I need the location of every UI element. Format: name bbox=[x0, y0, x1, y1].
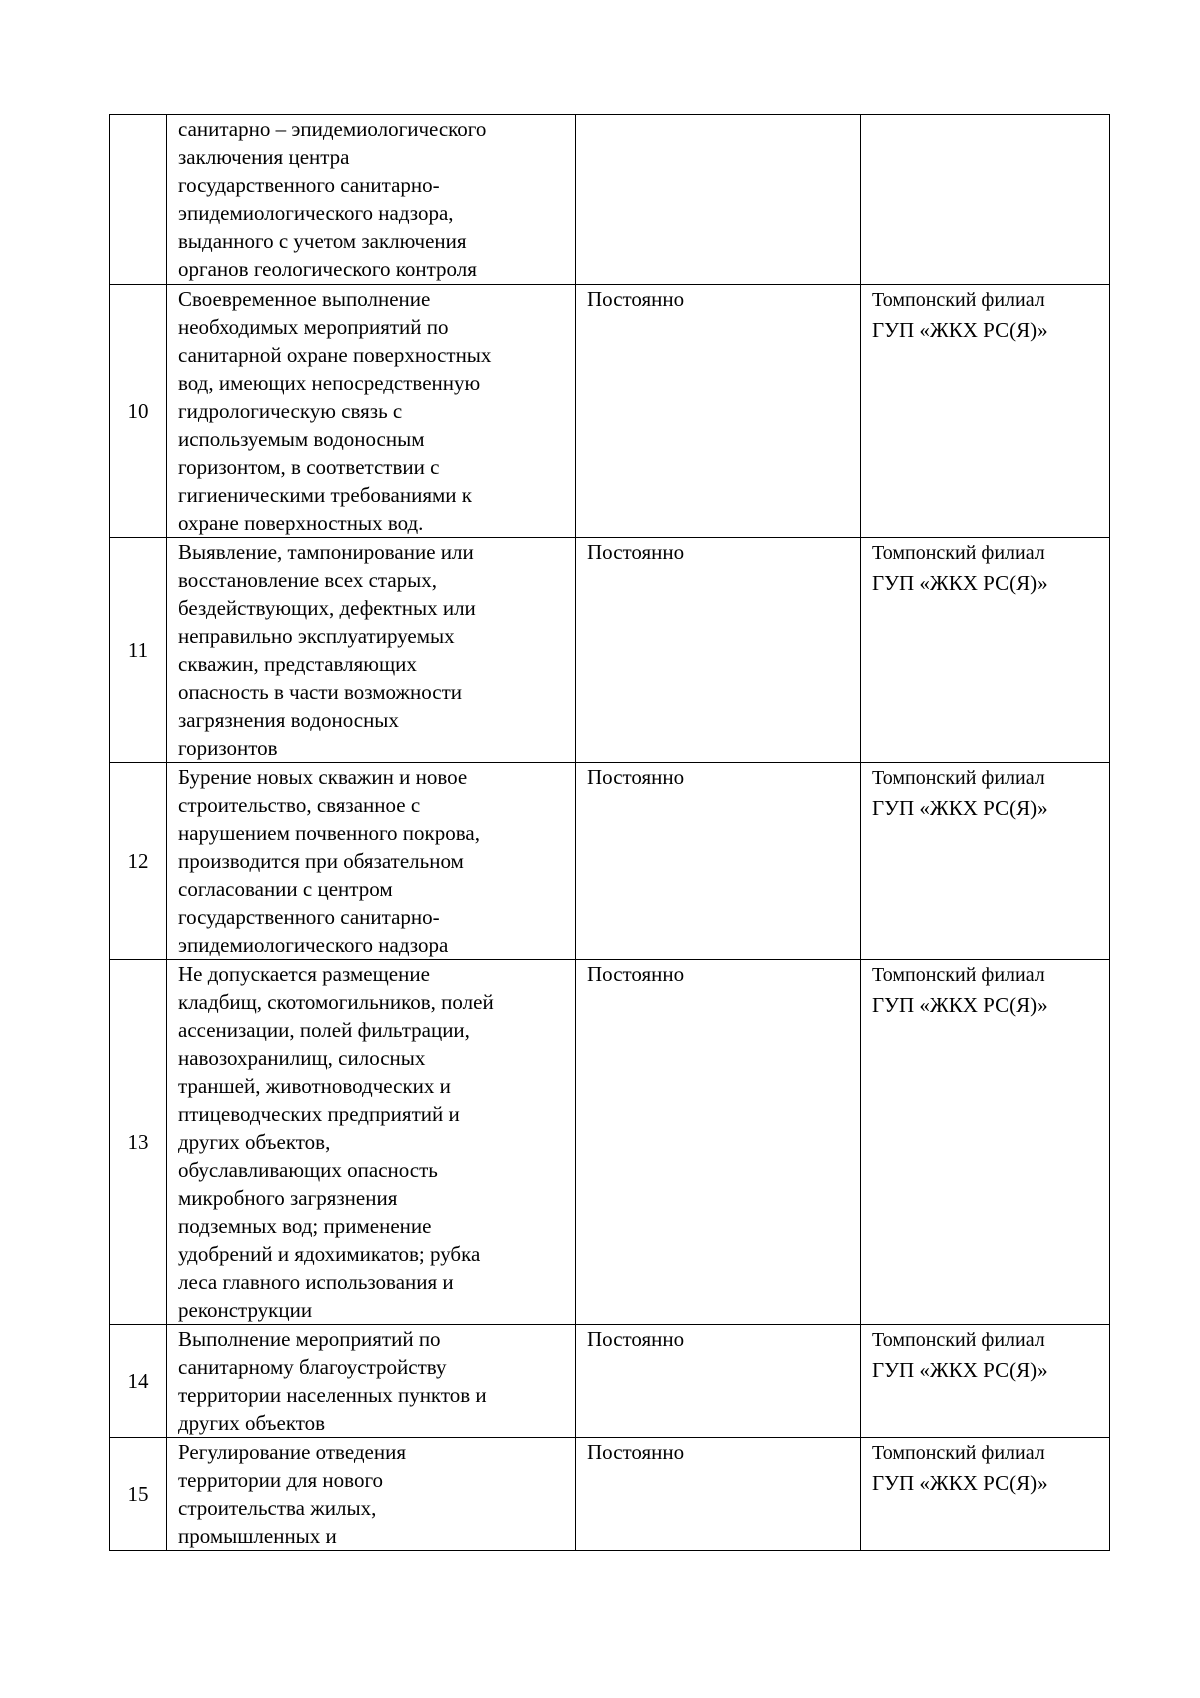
table-row bbox=[110, 1438, 1110, 1551]
responsible-cell bbox=[861, 960, 1110, 1325]
description-cell bbox=[167, 960, 576, 1325]
description-text: санитарно – эпидемиологического заключения центра государственного санитарно- эпидемиологического надзора, выданного с учетом заключения органов геологического контроля bbox=[178, 117, 487, 281]
row-number-cell: 12 bbox=[110, 763, 167, 960]
table-row bbox=[110, 285, 1110, 538]
term-cell: Постоянно bbox=[576, 538, 861, 763]
term-cell: Постоянно bbox=[576, 285, 861, 538]
table-row bbox=[110, 538, 1110, 763]
table-row bbox=[110, 763, 1110, 960]
responsible-organization: ГУП «ЖКХ РС(Я)» bbox=[872, 796, 1048, 820]
description-text: Выполнение мероприятий по санитарному благоустройству территории населенных пунктов и других объектов bbox=[178, 1327, 487, 1435]
row-number-cell: 14 bbox=[110, 1325, 167, 1438]
responsible-cell bbox=[861, 1325, 1110, 1438]
row-number-cell: 11 bbox=[110, 538, 167, 763]
responsible-organization: ГУП «ЖКХ РС(Я)» bbox=[872, 993, 1048, 1017]
description-cell bbox=[167, 285, 576, 538]
term-cell: Постоянно bbox=[576, 1325, 861, 1438]
responsible-cell bbox=[861, 538, 1110, 763]
row-number-cell: 13 bbox=[110, 960, 167, 1325]
responsible-branch: Томпонский филиал bbox=[872, 289, 1045, 311]
responsible-branch: Томпонский филиал bbox=[872, 542, 1045, 564]
row-number-cell bbox=[110, 115, 167, 285]
description-cell bbox=[167, 763, 576, 960]
responsible-organization bbox=[872, 116, 1109, 117]
description-cell bbox=[167, 538, 576, 763]
measures-table bbox=[109, 114, 1110, 1551]
responsible-organization: ГУП «ЖКХ РС(Я)» bbox=[872, 1358, 1048, 1382]
term-cell bbox=[576, 115, 861, 285]
table-row bbox=[110, 115, 1110, 285]
row-number-cell: 10 bbox=[110, 285, 167, 538]
description-text: Выявление, тампонирование или восстановление всех старых, бездействующих, дефектных или неправильно эксплуатируемых скважин, представляющих опасность в части возможности загрязнения водоносных горизонтов bbox=[178, 540, 476, 760]
description-text: Бурение новых скважин и новое строительство, связанное с нарушением почвенного покрова, производится при обязательном согласовании с центром государственного санитарно- эпидемиологического надзора bbox=[178, 765, 480, 957]
responsible-organization: ГУП «ЖКХ РС(Я)» bbox=[872, 571, 1048, 595]
description-cell bbox=[167, 1438, 576, 1551]
term-cell: Постоянно bbox=[576, 763, 861, 960]
description-cell bbox=[167, 1325, 576, 1438]
responsible-cell bbox=[861, 115, 1110, 285]
responsible-branch: Томпонский филиал bbox=[872, 1442, 1045, 1464]
table-row bbox=[110, 1325, 1110, 1438]
responsible-organization: ГУП «ЖКХ РС(Я)» bbox=[872, 318, 1048, 342]
term-cell: Постоянно bbox=[576, 1438, 861, 1551]
description-text: Не допускается размещение кладбищ, скотомогильников, полей ассенизации, полей фильтрации, навозохранилищ, силосных траншей, животноводческих и птицеводческих предприятий и других объектов, обуславливающих опасность микробного загрязнения подземных вод; применение удобрений и ядохимикатов; рубка леса главного использования и реконструкции bbox=[178, 962, 494, 1322]
responsible-cell bbox=[861, 1438, 1110, 1551]
responsible-branch: Томпонский филиал bbox=[872, 767, 1045, 789]
table-row bbox=[110, 960, 1110, 1325]
row-number-cell: 15 bbox=[110, 1438, 167, 1551]
responsible-branch: Томпонский филиал bbox=[872, 1329, 1045, 1351]
description-text: Регулирование отведения территории для нового строительства жилых, промышленных и bbox=[178, 1440, 407, 1548]
responsible-branch: Томпонский филиал bbox=[872, 964, 1045, 986]
term-cell: Постоянно bbox=[576, 960, 861, 1325]
description-cell bbox=[167, 115, 576, 285]
responsible-cell bbox=[861, 763, 1110, 960]
responsible-organization: ГУП «ЖКХ РС(Я)» bbox=[872, 1471, 1048, 1495]
description-text: Своевременное выполнение необходимых мероприятий по санитарной охране поверхностных вод, имеющих непосредственную гидрологическую связь с используемым водоносным горизонтом, в соответствии с гигиеническими требованиями к охране поверхностных вод. bbox=[178, 287, 492, 535]
responsible-cell bbox=[861, 285, 1110, 538]
